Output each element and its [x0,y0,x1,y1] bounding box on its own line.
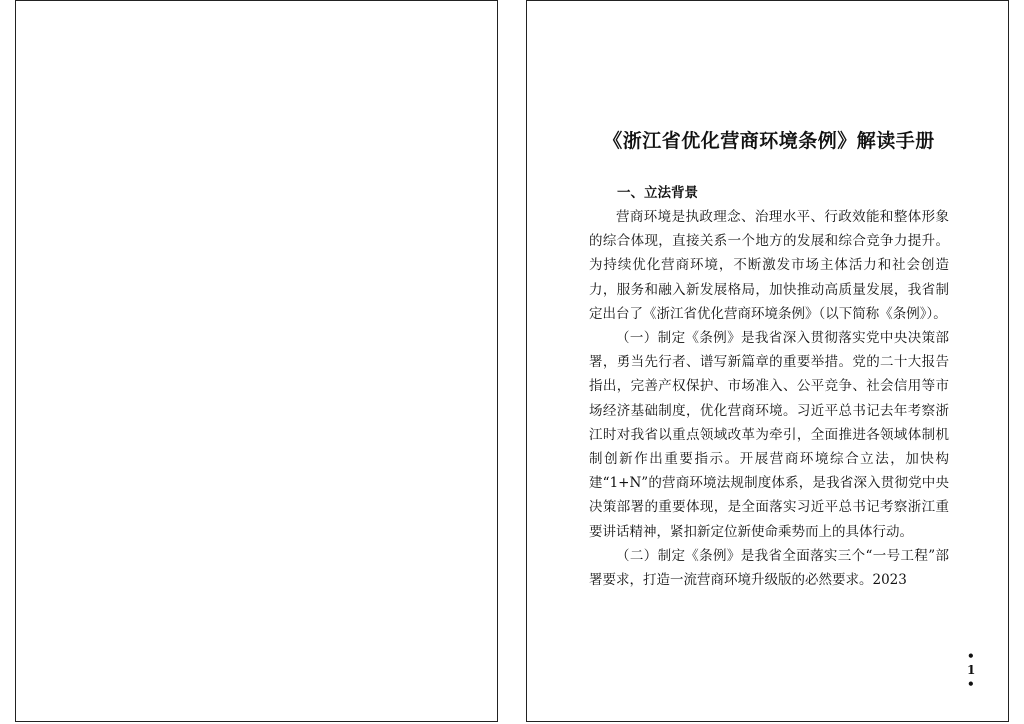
blank-left-page [15,0,498,722]
body-text [589,205,949,592]
paragraph-2: （一）制定《条例》是我省深入贯彻落实党中央决策部署，勇当先行者、谱写新篇章的重要举措。党的二十大报告指出，完善产权保护、市场准入、公平竞争、社会信用等市场经济基础制度，优化营商环境。习近平总书记去年考察浙江时对我省以重点领域改革为牵引，全面推进各领域体制机制创新作出重要指示。开展营商环境综合立法，加快构建“1+N”的营商环境法规制度体系，是我省深入贯彻党中央决策部署的重要体现，是全面落实习近平总书记考察浙江重要讲话精神，紧扣新定位新使命乘势而上的具体行动。 [589,330,949,540]
section-heading: 一、立法背景 [617,185,698,201]
page-number: • 1 • [967,649,976,691]
paragraph-3: （二）制定《条例》是我省全面落实三个“一号工程”部署要求，打造一流营商环境升级版的必然要求。2023 [589,547,949,589]
paragraph-1: 营商环境是执政理念、治理水平、行政效能和整体形象的综合体现，直接关系一个地方的发展和综合竞争力提升。为持续优化营商环境，不断激发市场主体活力和社会创造力，服务和融入新发展格局，加快推动高质量发展，我省制定出台了《浙江省优化营商环境条例》（以下简称《条例》）。 [589,209,949,322]
document-page [526,0,1009,722]
document-title: 《浙江省优化营商环境条例》解读手册 [603,130,935,152]
